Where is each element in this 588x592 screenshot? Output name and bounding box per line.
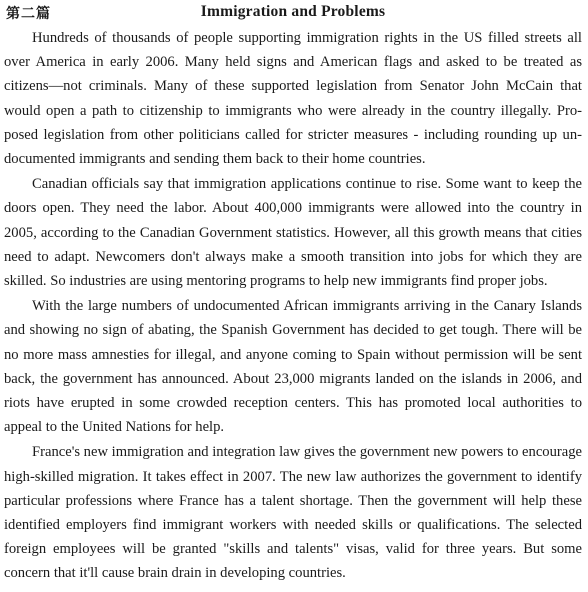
document-title: Immigration and Problems bbox=[200, 3, 386, 20]
section-label: 第二篇 bbox=[6, 6, 51, 22]
paragraph-us: Hundreds of thousands of people supporting immigration rights in the US filled streets all over America in early 2006. Many held signs and American flags and asked to be treated as citizens—not criminals. Many of these supported legislation from Senator John McCain that would open a path to citizenship to immigrants who were already in the country illegally. Proposed legislation from other politicians called for stricter measures - including rounding up undocumented immigrants and sending them back to their home countries. bbox=[4, 30, 582, 168]
document-body bbox=[4, 26, 582, 586]
paragraph-spain: With the large numbers of undocumented African immigrants arriving in the Canary Islands and showing no sign of abating, the Spanish Government has decided to get tough. There will be no more mass amnesties for illegal, and anyone coming to Spain without permission will be sent back, the government has announced. About 23,000 migrants landed on the islands in 2006, and riots have erupted in some crowded reception centers. This has promoted local authorities to appeal to the United Nations for help. bbox=[4, 298, 582, 436]
paragraph-france: France's new immigration and integration law gives the government new powers to encourage high-skilled migration. It takes effect in 2007. The new law authorizes the government to identify particular professions where France has a talent shortage. Then the government will help these identified employers find immigrant workers with needed skills or qualifications. The selected foreign employees will be granted "skills and talents" visas, valid for three years. But some concern that it'll cause brain drain in developing countries. bbox=[4, 444, 582, 582]
paragraph-canada: Canadian officials say that immigration applications continue to rise. Some want to keep the doors open. They need the labor. About 400,000 immigrants were allowed into the country in 2005, according to the Canadian Government statistics. However, all this growth means that cities need to adapt. Newcomers don't always make a smooth transition into jobs for which they are skilled. So industries are using mentoring programs to help new immigrants find proper jobs. bbox=[4, 176, 582, 290]
document-header bbox=[4, 0, 582, 26]
